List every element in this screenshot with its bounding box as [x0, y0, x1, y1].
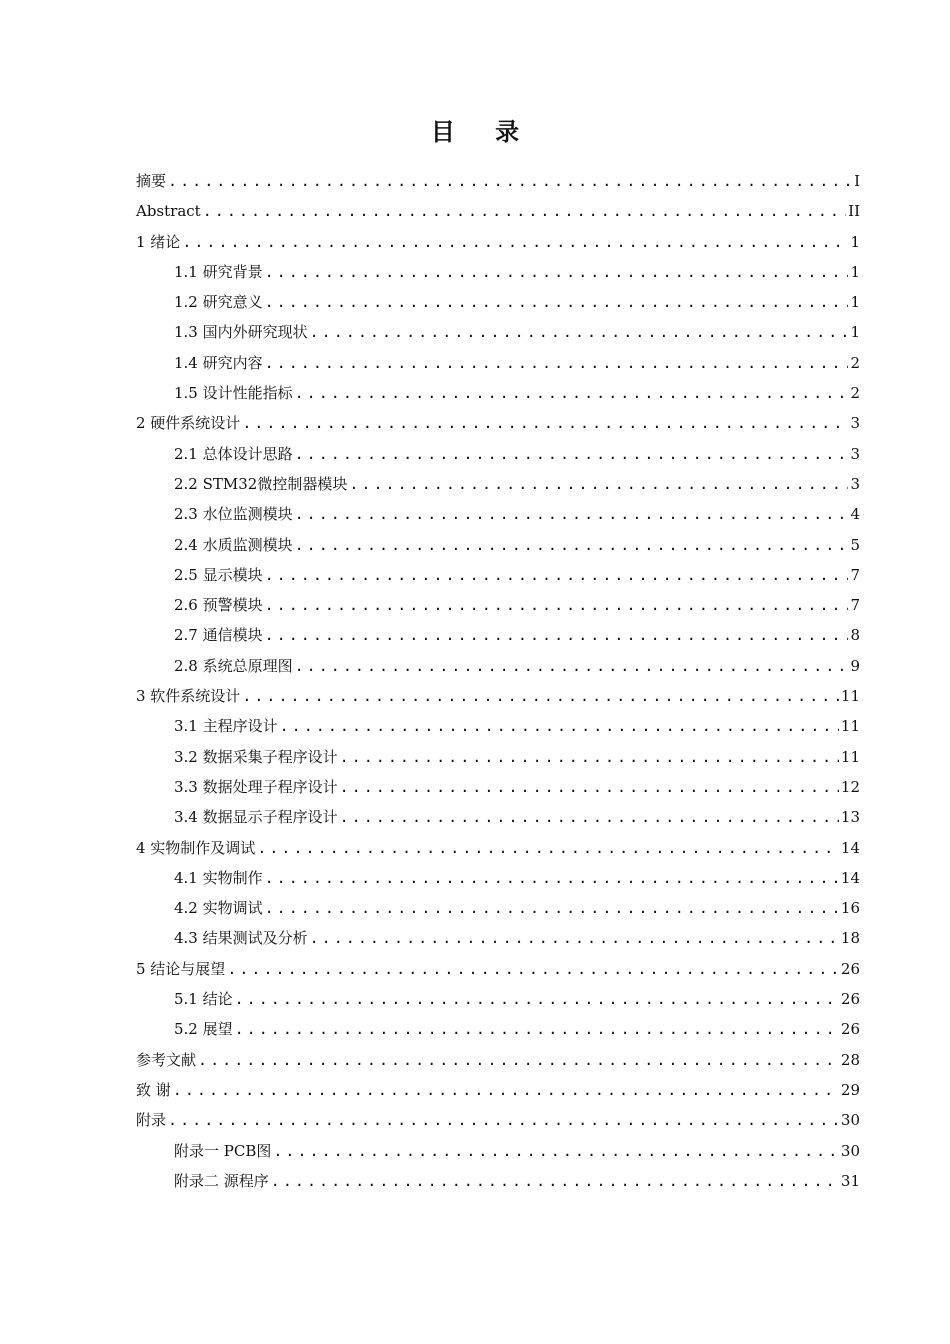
toc-entry-page-number: 1	[850, 262, 860, 281]
toc-entry[interactable]	[136, 1105, 860, 1135]
dot-leader	[265, 287, 849, 317]
toc-entry-title: 1.2 研究意义	[174, 293, 263, 312]
toc-entry[interactable]	[136, 711, 860, 741]
dot-leader	[349, 469, 848, 499]
dot-leader	[173, 1075, 839, 1105]
toc-entry[interactable]	[136, 287, 860, 317]
toc-entry-title: 5.1 结论	[174, 990, 233, 1009]
toc-entry-page-number: 7	[850, 565, 860, 584]
toc-entry-page-number: 11	[840, 717, 860, 736]
toc-entry-title: 2.1 总体设计思路	[174, 444, 293, 463]
toc-entry-title: 3.1 主程序设计	[174, 717, 278, 736]
toc-entry[interactable]	[136, 772, 860, 802]
toc-entry-title: 4 实物制作及调试	[136, 838, 256, 857]
dot-leader	[340, 802, 839, 832]
dot-leader	[257, 833, 839, 863]
toc-entry[interactable]	[136, 1045, 860, 1075]
toc-entry[interactable]	[136, 348, 860, 378]
toc-entry-page-number: 29	[840, 1080, 860, 1099]
toc-entry-title: 附录二 源程序	[174, 1171, 269, 1190]
dot-leader	[265, 863, 839, 893]
toc-entry[interactable]	[136, 408, 860, 438]
dot-leader	[340, 742, 839, 772]
toc-entry-title: 参考文献	[136, 1050, 197, 1069]
toc-entry-title: 2.3 水位监测模块	[174, 505, 293, 524]
toc-entry-page-number: II	[848, 202, 860, 221]
toc-entry-title: 1.4 研究内容	[174, 353, 263, 372]
dot-leader	[168, 166, 852, 196]
toc-entry-title: 1.5 设计性能指标	[174, 384, 293, 403]
toc-entry-page-number: 1	[850, 232, 860, 251]
dot-leader	[182, 227, 848, 257]
dot-leader	[295, 651, 849, 681]
toc-entry-page-number: 11	[840, 747, 860, 766]
dot-leader	[168, 1105, 839, 1135]
toc-entry-title: 4.2 实物调试	[174, 899, 263, 918]
toc-entry[interactable]	[136, 742, 860, 772]
toc-entry-page-number: 11	[840, 687, 860, 706]
toc-entry-title: 摘要	[136, 172, 167, 190]
toc-entry-page-number: 3	[850, 474, 860, 493]
toc-entry-page-number: 8	[850, 626, 860, 645]
dot-leader	[265, 257, 849, 287]
toc-entry-page-number: 16	[840, 899, 860, 918]
dot-leader	[310, 923, 839, 953]
toc-entry-title: 5 结论与展望	[136, 959, 226, 978]
dot-leader	[295, 499, 849, 529]
toc-entry[interactable]	[136, 1136, 860, 1166]
toc-entry[interactable]	[136, 590, 860, 620]
dot-leader	[227, 954, 839, 984]
toc-entry[interactable]	[136, 257, 860, 287]
dot-leader	[273, 1136, 839, 1166]
dot-leader	[280, 711, 839, 741]
toc-entry-title: 3 软件系统设计	[136, 687, 241, 706]
toc-entry-title: 附录	[136, 1111, 167, 1130]
toc-entry-title: 2.6 预警模块	[174, 596, 263, 615]
toc-entry[interactable]	[136, 499, 860, 529]
toc-entry-page-number: 28	[840, 1050, 860, 1069]
dot-leader	[235, 1014, 839, 1044]
toc-entry-title: 1.3 国内外研究现状	[174, 323, 308, 342]
toc-entry-page-number: 14	[840, 868, 860, 887]
dot-leader	[265, 348, 849, 378]
dot-leader	[265, 560, 849, 590]
toc-entry-title: 2.7 通信模块	[174, 626, 263, 645]
toc-entry-page-number: 5	[850, 535, 860, 554]
toc-entry-page-number: 7	[850, 596, 860, 615]
toc-entry-title: 2.5 显示模块	[174, 565, 263, 584]
dot-leader	[295, 378, 849, 408]
table-of-contents	[136, 166, 860, 1196]
toc-entry[interactable]	[136, 1166, 860, 1196]
toc-entry[interactable]	[136, 469, 860, 499]
toc-entry-page-number: 26	[840, 990, 860, 1009]
dot-leader	[265, 620, 849, 650]
dot-leader	[198, 1045, 839, 1075]
toc-entry[interactable]	[136, 227, 860, 257]
toc-entry[interactable]	[136, 317, 860, 347]
toc-entry-title: 3.3 数据处理子程序设计	[174, 777, 338, 796]
toc-entry-title: Abstract	[136, 202, 201, 221]
toc-entry-page-number: 14	[840, 838, 860, 857]
toc-entry[interactable]	[136, 954, 860, 984]
dot-leader	[271, 1166, 839, 1196]
toc-entry-title: 2.8 系统总原理图	[174, 656, 293, 675]
dot-leader	[265, 893, 839, 923]
toc-entry[interactable]	[136, 984, 860, 1014]
toc-entry-page-number: 1	[850, 293, 860, 312]
dot-leader	[242, 408, 848, 438]
toc-entry-page-number: 4	[850, 505, 860, 524]
toc-entry-title: 2.2 STM32微控制器模块	[174, 474, 348, 493]
dot-leader	[235, 984, 839, 1014]
toc-entry-page-number: 2	[850, 384, 860, 403]
toc-entry-title: 4.1 实物制作	[174, 868, 263, 887]
dot-leader	[310, 317, 849, 347]
toc-entry-page-number: 30	[840, 1111, 860, 1130]
toc-entry[interactable]	[136, 166, 860, 196]
dot-leader	[265, 590, 849, 620]
toc-entry-page-number: 9	[850, 656, 860, 675]
toc-entry-page-number: 3	[850, 414, 860, 433]
toc-entry-page-number: 13	[840, 808, 860, 827]
toc-entry[interactable]	[136, 378, 860, 408]
toc-entry[interactable]	[136, 560, 860, 590]
dot-leader	[295, 530, 849, 560]
toc-entry-page-number: I	[854, 172, 860, 190]
toc-entry-title: 3.2 数据采集子程序设计	[174, 747, 338, 766]
toc-entry[interactable]	[136, 833, 860, 863]
toc-entry-page-number: 31	[840, 1171, 860, 1190]
toc-entry-title: 2.4 水质监测模块	[174, 535, 293, 554]
toc-entry-page-number: 26	[840, 959, 860, 978]
toc-entry[interactable]	[136, 863, 860, 893]
toc-entry[interactable]	[136, 1075, 860, 1105]
toc-entry-page-number: 1	[850, 323, 860, 342]
toc-entry[interactable]	[136, 923, 860, 953]
toc-entry-title: 1.1 研究背景	[174, 262, 263, 281]
toc-entry[interactable]	[136, 1014, 860, 1044]
toc-entry[interactable]	[136, 620, 860, 650]
toc-entry[interactable]	[136, 530, 860, 560]
toc-entry[interactable]	[136, 439, 860, 469]
toc-entry-title: 2 硬件系统设计	[136, 414, 241, 433]
toc-entry-page-number: 3	[850, 444, 860, 463]
dot-leader	[295, 439, 849, 469]
toc-entry-title: 致 谢	[136, 1080, 171, 1099]
dot-leader	[203, 196, 846, 226]
toc-entry[interactable]	[136, 196, 860, 226]
toc-entry[interactable]	[136, 681, 860, 711]
toc-entry-title: 4.3 结果测试及分析	[174, 929, 308, 948]
toc-entry[interactable]	[136, 802, 860, 832]
toc-entry[interactable]	[136, 893, 860, 923]
dot-leader	[340, 772, 839, 802]
dot-leader	[242, 681, 839, 711]
page-title: 目 录	[430, 118, 536, 146]
toc-entry-title: 附录一 PCB图	[174, 1141, 272, 1160]
toc-entry-title: 5.2 展望	[174, 1020, 233, 1039]
toc-entry-page-number: 2	[850, 353, 860, 372]
toc-entry-page-number: 18	[840, 929, 860, 948]
toc-entry[interactable]	[136, 651, 860, 681]
toc-entry-title: 1 绪论	[136, 232, 181, 251]
toc-entry-page-number: 30	[840, 1141, 860, 1160]
toc-entry-title: 3.4 数据显示子程序设计	[174, 808, 338, 827]
toc-entry-page-number: 26	[840, 1020, 860, 1039]
toc-entry-page-number: 12	[840, 777, 860, 796]
